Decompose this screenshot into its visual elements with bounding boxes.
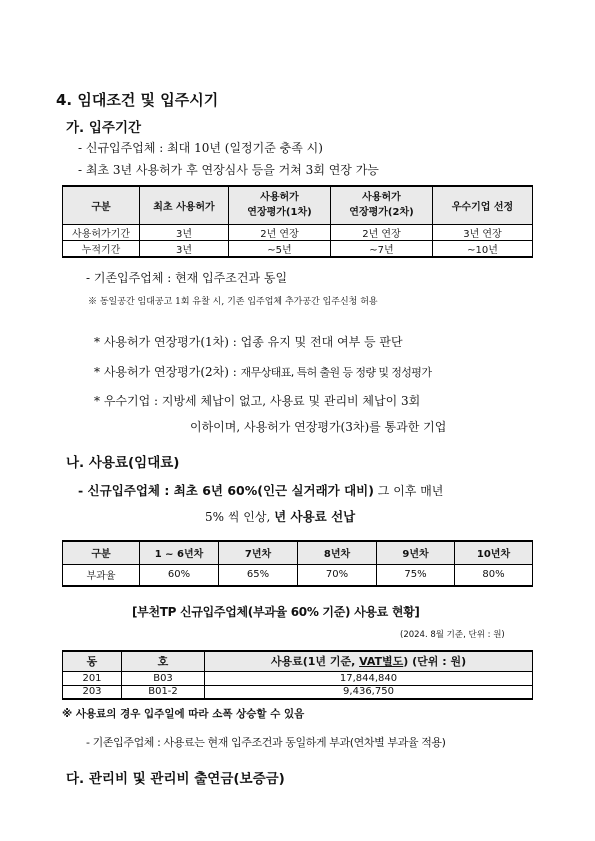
table2-header: 10년차 [455,541,533,564]
fee-note: ※ 사용료의 경우 입주일에 따라 소폭 상승할 수 있음 [62,708,305,720]
fee-header-b: ) (단위 : 원) [403,655,467,669]
table2-cell: 80% [455,564,533,586]
table2-cell: 65% [219,564,298,586]
fee-header-vat: VAT별도 [359,655,404,669]
table1-cell: 3년 연장 [433,224,533,240]
table-row [63,564,533,586]
na-line-2-text: 5% 씩 인상, [205,510,275,524]
table-row [63,685,533,699]
table2-header: 8년차 [298,541,377,564]
subsection-na-title: 나. 사용료(임대료) [66,455,180,471]
table-row [63,240,533,257]
existing-fee-line: - 기존입주업체 : 사용료는 현재 입주조건과 동일하게 부과(연차별 부과율 적용) [86,736,446,749]
fee-cell: 9,436,750 [205,685,533,699]
existing-tenant-line: - 기존입주업체 : 현재 입주조건과 동일 [86,271,288,285]
table2-cell: 부과율 [63,564,140,586]
na-line-2-bold: 년 사용료 선납 [274,509,356,524]
rate-table [62,540,533,587]
star-note-3-a: * 우수기업 : 지방세 체납이 없고, 사용료 및 관리비 체납이 3회 [94,394,421,408]
star-note-2-label: * 사용허가 연장평가(2차) : [94,365,241,379]
star-note-2-text: 재무상태표, 특허 출원 등 정량 및 정성평가 [240,366,432,379]
section-4-title: 4. 임대조건 및 입주시기 [56,91,219,109]
table2-cell: 75% [377,564,455,586]
table1-header: 사용허가 연장평가(2차) [331,186,433,224]
table1-cell: ~5년 [229,240,331,257]
table-row [63,671,533,685]
fee-cell: 203 [63,685,122,699]
fee-cell: 201 [63,671,122,685]
ga-line-2: - 최초 3년 사용허가 후 연장심사 등을 거쳐 3회 연장 가능 [78,163,379,177]
star-note-2 [94,363,431,380]
subsection-ga-title: 가. 입주기간 [66,120,142,136]
table1-header: 우수기업 선정 [433,186,533,224]
tenancy-period-table [62,185,533,258]
star-note-1: * 사용허가 연장평가(1차) : 업종 유지 및 전대 여부 등 판단 [94,335,403,349]
table2-header: 7년차 [219,541,298,564]
ga-line-1: - 신규입주업체 : 최대 10년 (일정기준 충족 시) [78,141,323,155]
table2-cell: 60% [140,564,219,586]
table1-cell: 사용허가기간 [63,224,140,240]
fee-table-title: [부천TP 신규입주업체(부과율 60% 기준) 사용료 현황] [132,605,420,619]
fee-table [62,650,533,700]
na-line-2 [205,507,355,525]
fee-header-ho: 호 [122,651,205,671]
table1-cell: 3년 [140,240,229,257]
table1-header: 구분 [63,186,140,224]
table1-header: 최초 사용허가 [140,186,229,224]
subsection-da-title: 다. 관리비 및 관리비 출연금(보증금) [66,771,285,787]
table2-header: 9년차 [377,541,455,564]
na-line-1 [78,481,443,499]
fee-cell: B03 [122,671,205,685]
fee-header-a: 사용료(1년 기준, [270,655,360,669]
table2-header: 구분 [63,541,140,564]
fee-header-dong: 동 [63,651,122,671]
table1-cell: 2년 연장 [331,224,433,240]
table-row [63,224,533,240]
star-note-3-b: 이하이며, 사용허가 연장평가(3차)를 통과한 기업 [190,420,447,434]
na-line-1-bold: - 신규입주업체 : 최초 6년 60%(인근 실거래가 대비) [78,483,374,498]
reuse-note: ※ 동일공간 임대공고 1회 유찰 시, 기존 입주업체 추가공간 입주신청 허용 [88,297,378,307]
fee-cell: B01-2 [122,685,205,699]
na-line-1-rest: 그 이후 매년 [373,484,444,498]
table1-cell: 누적기간 [63,240,140,257]
fee-table-date: (2024. 8월 기준, 단위 : 원) [400,630,505,640]
fee-header-amount [205,651,533,671]
table1-cell: ~10년 [433,240,533,257]
fee-cell: 17,844,840 [205,671,533,685]
table1-cell: 3년 [140,224,229,240]
table2-cell: 70% [298,564,377,586]
table1-cell: 2년 연장 [229,224,331,240]
table1-header: 사용허가 연장평가(1차) [229,186,331,224]
table1-cell: ~7년 [331,240,433,257]
table2-header: 1 ~ 6년차 [140,541,219,564]
